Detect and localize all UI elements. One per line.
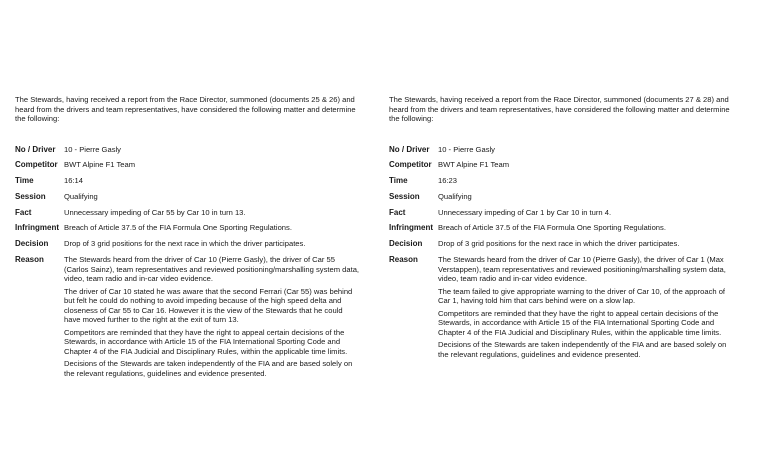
field-value: 16:23 <box>438 176 458 186</box>
field-value: Breach of Article 37.5 of the FIA Formula One Sporting Regulations. <box>64 223 292 233</box>
field-label: Reason <box>15 255 44 265</box>
field-row-fact <box>389 208 734 218</box>
field-value: 10 - Pierre Gasly <box>64 144 121 154</box>
reason-paragraph: The Stewards heard from the driver of Car 10 (Pierre Gasly), the driver of Car 55 (Carlos Sainz), team representatives and reviewed positioning/marshalling system data, video, team radio and in-car video evidence. <box>64 255 360 284</box>
field-value: BWT Alpine F1 Team <box>64 160 136 170</box>
field-value: BWT Alpine F1 Team <box>438 160 510 170</box>
reason-text <box>64 255 360 378</box>
intro-text: The Stewards, having received a report from the Race Director, summoned (documents 27 & 28) and heard from the drivers and team representatives, have considered the following matter and determine the following: <box>389 95 730 123</box>
field-row-time <box>389 176 734 186</box>
field-value: 16:14 <box>64 176 84 186</box>
field-label: Fact <box>15 207 32 217</box>
reason-paragraph: Decisions of the Stewards are taken independently of the FIA and are based solely on the relevant regulations, guidelines and evidence presented. <box>64 359 353 378</box>
reason-paragraph: Decisions of the Stewards are taken independently of the FIA and are based solely on the relevant regulations, guidelines and evidence presented. <box>438 340 727 359</box>
field-label: Competitor <box>389 160 432 170</box>
field-value: Unnecessary impeding of Car 55 by Car 10 in turn 13. <box>64 207 246 217</box>
decision-fields <box>389 145 734 360</box>
reason-paragraph: The Stewards heard from the driver of Car 10 (Pierre Gasly), the driver of Car 1 (Max Verstappen), team representatives and reviewed positioning/marshalling system data, video, team radio and in-car video evidence. <box>438 255 726 284</box>
field-value: 10 - Pierre Gasly <box>438 144 495 154</box>
field-row-infringement <box>15 223 360 233</box>
stewards-decision-right <box>389 95 734 365</box>
field-label: Session <box>389 191 420 201</box>
field-value: Qualifying <box>438 191 472 201</box>
reason-paragraph: Competitors are reminded that they have the right to appeal certain decisions of the Stewards, in accordance with Article 15 of the FIA International Sporting Code and Chapter 4 of the FIA Judicial and Disciplinary Rules, within the applicable time limits. <box>64 327 348 356</box>
field-row-session <box>389 192 734 202</box>
field-label: Time <box>389 176 408 186</box>
field-row-decision <box>15 239 360 249</box>
field-row-fact <box>15 208 360 218</box>
field-label: Infringment <box>15 223 59 233</box>
field-row-time <box>15 176 360 186</box>
field-label: Session <box>15 191 46 201</box>
field-value: Qualifying <box>64 191 98 201</box>
field-value: Drop of 3 grid positions for the next race in which the driver participates. <box>438 239 680 249</box>
field-label: No / Driver <box>389 144 430 154</box>
field-label: No / Driver <box>15 144 56 154</box>
field-label: Infringment <box>389 223 433 233</box>
intro-text: The Stewards, having received a report from the Race Director, summoned (documents 25 & 26) and heard from the drivers and team representatives, have considered the following matter and determine the following: <box>15 95 356 123</box>
field-row-reason <box>389 255 734 359</box>
reason-paragraph: The driver of Car 10 stated he was aware that the second Ferrari (Car 55) was behind but felt he could do nothing to avoid impeding because of the high speed delta and closeness of Car 55 to Car 16. However it is the view of the Stewards that he could have moved further to the right at the exit of turn 13. <box>64 286 353 325</box>
reason-text <box>438 255 734 359</box>
field-row-infringement <box>389 223 734 233</box>
field-row-driver <box>15 145 360 155</box>
stewards-decision-left <box>15 95 360 384</box>
reason-paragraph: The team failed to give appropriate warning to the driver of Car 10, of the approach of Car 1, having told him that cars behind were on a slow lap. <box>438 286 726 306</box>
decision-fields <box>15 145 360 379</box>
field-label: Reason <box>389 255 418 265</box>
field-label: Decision <box>389 239 423 249</box>
field-value: Breach of Article 37.5 of the FIA Formula One Sporting Regulations. <box>438 223 666 233</box>
field-row-session <box>15 192 360 202</box>
field-value: Unnecessary impeding of Car 1 by Car 10 in turn 4. <box>438 207 612 217</box>
reason-paragraph: Competitors are reminded that they have the right to appeal certain decisions of the Stewards, in accordance with Article 15 of the FIA International Sporting Code and Chapter 4 of the FIA Judicial and Disciplinary Rules, within the applicable time limits. <box>438 308 722 337</box>
field-value: Drop of 3 grid positions for the next race in which the driver participates. <box>64 239 306 249</box>
field-row-decision <box>389 239 734 249</box>
field-row-driver <box>389 145 734 155</box>
field-row-competitor <box>15 160 360 170</box>
field-label: Decision <box>15 239 49 249</box>
field-label: Fact <box>389 207 406 217</box>
field-label: Competitor <box>15 160 58 170</box>
field-row-competitor <box>389 160 734 170</box>
field-label: Time <box>15 176 34 186</box>
field-row-reason <box>15 255 360 378</box>
